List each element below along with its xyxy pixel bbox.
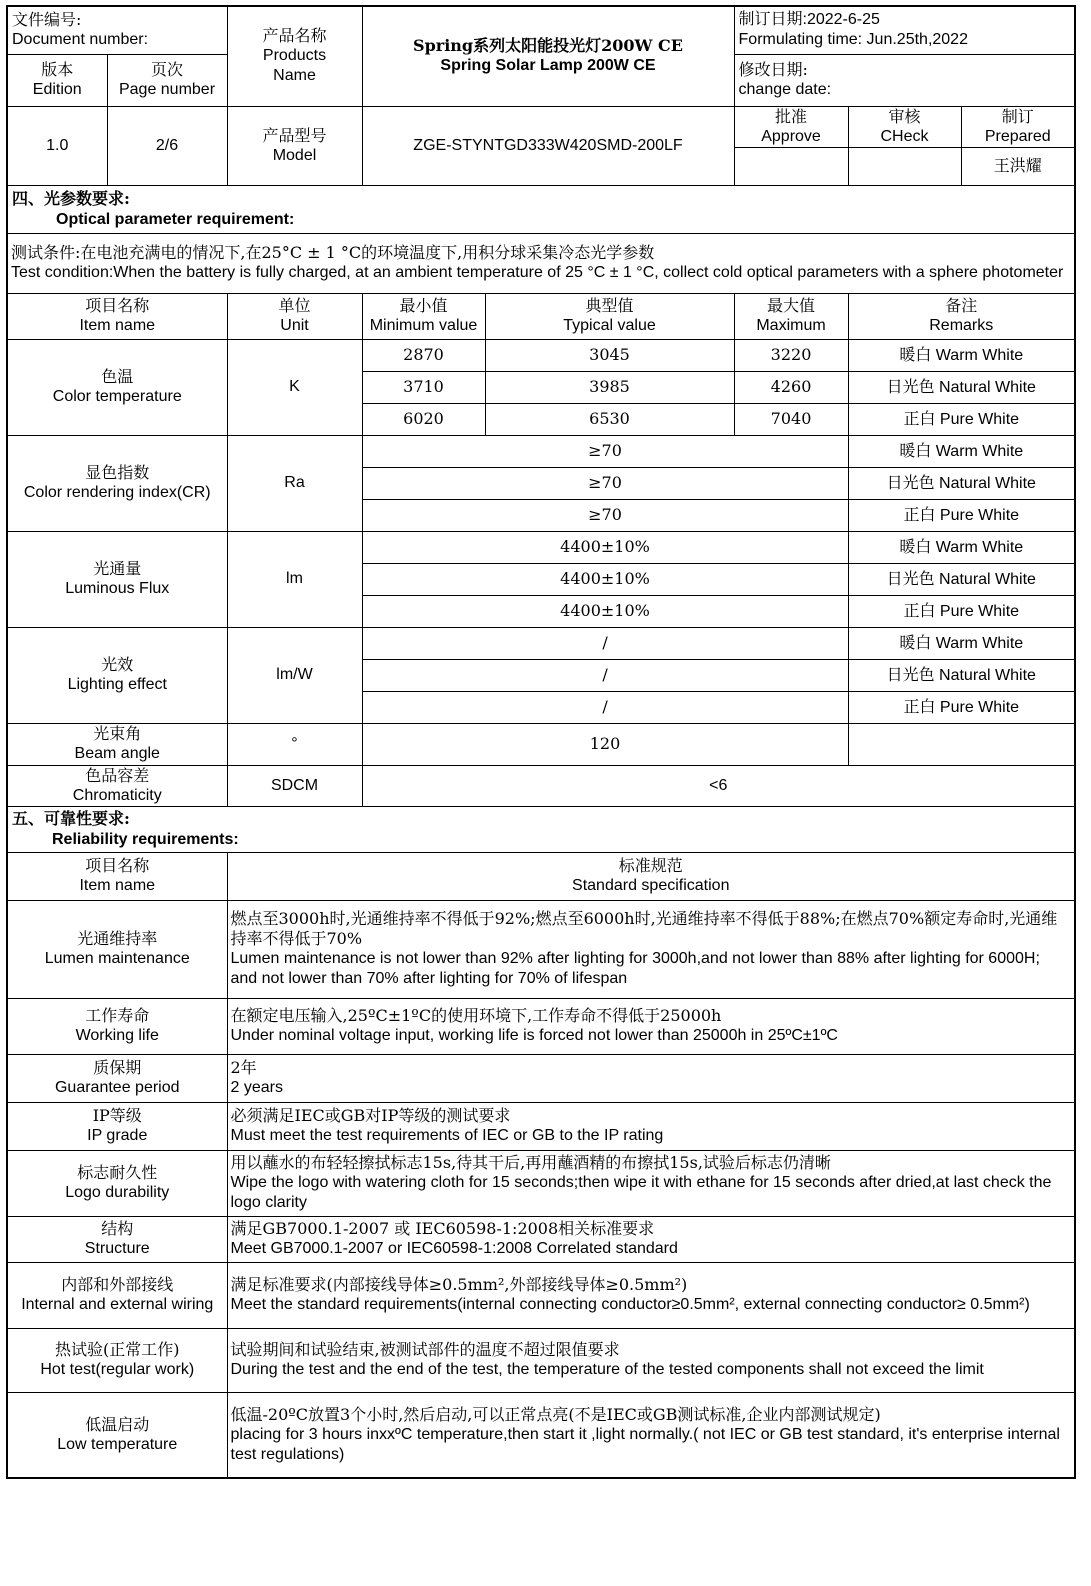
remark-cn: 暖白	[899, 344, 932, 364]
remark-en: Pure White	[935, 698, 1020, 716]
beam-en: Beam angle	[74, 745, 160, 762]
test-condition-cn: 测试条件:在电池充满电的情况下,在25°C ± 1 °C的环境温度下,用积分球采集冷态光学参数	[11, 243, 655, 262]
check-label	[848, 106, 961, 147]
flux-unit: lm	[227, 531, 362, 627]
rel-col-standard-cn: 标准规范	[618, 856, 683, 875]
table-cell: /	[362, 691, 848, 723]
col-min-cn: 最小值	[399, 296, 448, 315]
doc-number-label-cn: 文件编号:	[12, 10, 82, 30]
rel-item-label	[7, 1150, 227, 1216]
rel-item-en: Guarantee period	[54, 1079, 180, 1096]
spec-table	[6, 5, 1076, 1479]
remark-cn: 日光色	[886, 472, 935, 492]
sdcm-label	[7, 765, 227, 806]
efficacy-unit: lm/W	[227, 627, 362, 723]
sdcm-unit: SDCM	[227, 765, 362, 806]
rel-standard-en: Must meet the test requirements of IEC or GB to the IP rating	[230, 1127, 664, 1144]
rel-item-en: Lumen maintenance	[44, 950, 190, 967]
rel-standard-en: 2 years	[230, 1079, 283, 1096]
rel-item-en: Structure	[84, 1240, 150, 1257]
col-min	[362, 293, 485, 339]
table-cell: 3985	[485, 371, 734, 403]
remark-cn: 正白	[903, 600, 936, 620]
rel-item-label	[7, 1392, 227, 1478]
rel-standard-cn: 用以蘸水的布轻轻擦拭标志15s,待其干后,再用蘸酒精的布擦拭15s,试验后标志仍清晰	[230, 1153, 831, 1172]
reliability-section-title	[7, 806, 1075, 852]
approve-label	[734, 106, 848, 147]
remark-natural	[848, 563, 1075, 595]
rel-standard-en: Wipe the logo with watering cloth for 15 seconds;then wipe it with ethane for 15 seconds after dried,at last check the logo clarity	[230, 1174, 1052, 1211]
prepared-en: Prepared	[984, 127, 1051, 145]
rel-item-label	[7, 1102, 227, 1150]
formulating-cn: 制订日期:2022-6-25	[738, 11, 880, 29]
rel-item-en: Logo durability	[65, 1184, 170, 1201]
efficacy-en: Lighting effect	[67, 676, 167, 693]
optical-section-en: Optical parameter requirement:	[56, 211, 295, 228]
rel-col-item-en: Item name	[79, 877, 156, 894]
rel-item-label	[7, 1054, 227, 1102]
rel-item-en: Internal and external wiring	[21, 1296, 214, 1313]
doc-number-label-en: Document number:	[12, 31, 149, 49]
rel-item-label	[7, 998, 227, 1054]
table-cell: ≥70	[362, 467, 848, 499]
table-cell: /	[362, 659, 848, 691]
col-unit-en: Unit	[280, 317, 309, 334]
change-en: change date:	[738, 81, 832, 98]
rel-item-en: IP grade	[87, 1127, 148, 1144]
model-value: ZGE-STYNTGD333W420SMD-200LF	[362, 106, 734, 185]
rel-standard-cn: 低温-20ºC放置3个小时,然后启动,可以正常点亮(不是IEC或GB测试标准,企业内部测试规定)	[230, 1404, 881, 1424]
rel-item-standard	[227, 1054, 1075, 1102]
remark-en: Warm White	[931, 634, 1024, 652]
rel-standard-cn: 在额定电压输入,25ºC±1ºC的使用环境下,工作寿命不得低于25000h	[230, 1006, 722, 1025]
col-min-en: Minimum value	[369, 317, 478, 334]
col-typ	[485, 293, 734, 339]
remark-en: Warm White	[931, 538, 1024, 556]
table-cell: 4400±10%	[362, 595, 848, 627]
color-temp-cn: 色温	[101, 367, 134, 386]
col-item-name	[7, 293, 227, 339]
remark-en: Natural White	[934, 666, 1036, 684]
rel-col-item	[7, 852, 227, 900]
remark-en: Warm White	[931, 346, 1024, 364]
remark-natural	[848, 659, 1075, 691]
beam-value: 120	[362, 723, 848, 765]
cri-unit: Ra	[227, 435, 362, 531]
col-typ-cn: 典型值	[585, 296, 634, 315]
remark-pure	[848, 403, 1075, 435]
product-name-en2: Name	[273, 67, 316, 85]
remark-cn: 正白	[903, 696, 936, 716]
rel-item-en: Low temperature	[57, 1435, 178, 1453]
optical-section-title	[7, 185, 1075, 233]
remark-en: Natural White	[934, 378, 1036, 396]
rel-item-cn: 低温启动	[85, 1414, 150, 1434]
table-cell: 7040	[734, 403, 848, 435]
rel-item-cn: 内部和外部接线	[61, 1275, 174, 1294]
rel-standard-en: Under nominal voltage input, working life is forced not lower than 25000h in 25ºC±1ºC	[230, 1027, 838, 1044]
flux-label	[7, 531, 227, 627]
check-en: CHeck	[880, 127, 929, 145]
page-cn: 页次	[150, 60, 183, 79]
approve-cn: 批准	[775, 106, 808, 126]
color-temp-unit: K	[227, 339, 362, 435]
rel-standard-en: Meet GB7000.1-2007 or IEC60598-1:2008 Correlated standard	[230, 1240, 678, 1257]
table-cell: 2870	[362, 339, 485, 371]
rel-item-en: Working life	[75, 1027, 159, 1044]
col-item-en: Item name	[79, 317, 156, 334]
rel-item-cn: 标志耐久性	[77, 1163, 158, 1182]
flux-cn: 光通量	[93, 559, 142, 578]
formulating-en: Formulating time: Jun.25th,2022	[738, 31, 968, 49]
table-cell: 3710	[362, 371, 485, 403]
table-cell: ≥70	[362, 499, 848, 531]
col-max-cn: 最大值	[767, 296, 816, 315]
rel-col-standard-en: Standard specification	[572, 877, 730, 894]
remark-cn: 暖白	[899, 536, 932, 556]
prepared-cn: 制订	[1001, 106, 1034, 126]
rel-item-label	[7, 1216, 227, 1262]
table-cell: 4400±10%	[362, 531, 848, 563]
remark-en: Pure White	[935, 506, 1020, 524]
rel-item-standard	[227, 900, 1075, 998]
document-title	[362, 6, 734, 106]
flux-en: Luminous Flux	[65, 580, 170, 597]
table-cell: 4400±10%	[362, 563, 848, 595]
remark-warm	[848, 435, 1075, 467]
edition-label	[7, 54, 107, 106]
rel-item-label	[7, 1328, 227, 1392]
efficacy-label	[7, 627, 227, 723]
remark-natural	[848, 467, 1075, 499]
test-condition	[7, 233, 1075, 293]
beam-unit: °	[227, 723, 362, 765]
beam-label	[7, 723, 227, 765]
edition-en: Edition	[32, 81, 82, 98]
efficacy-cn: 光效	[101, 655, 134, 674]
rel-col-standard	[227, 852, 1075, 900]
model-label	[227, 106, 362, 185]
remark-cn: 正白	[903, 408, 936, 428]
remark-en: Warm White	[931, 442, 1024, 460]
rel-standard-cn: 满足GB7000.1-2007 或 IEC60598-1:2008相关标准要求	[230, 1219, 655, 1238]
sdcm-cn: 色品容差	[85, 765, 150, 785]
color-temp-en: Color temperature	[52, 388, 182, 405]
rel-item-en: Hot test(regular work)	[40, 1361, 195, 1378]
remark-pure	[848, 499, 1075, 531]
rel-standard-cn: 燃点至3000h时,光通维持率不得低于92%;燃点至6000h时,光通维持率不得低于88%;在燃点70%额定寿命时,光通维持率不得低于70%	[230, 909, 1058, 948]
remark-cn: 日光色	[886, 568, 935, 588]
cri-cn: 显色指数	[85, 463, 150, 482]
remark-cn: 正白	[903, 504, 936, 524]
product-name-en1: Products	[262, 47, 327, 65]
col-remarks-en: Remarks	[929, 317, 994, 334]
table-cell: ≥70	[362, 435, 848, 467]
rel-standard-cn: 试验期间和试验结束,被测试部件的温度不超过限值要求	[230, 1340, 620, 1359]
prepared-name: 王洪耀	[961, 147, 1075, 185]
table-cell: 3220	[734, 339, 848, 371]
remark-cn: 日光色	[886, 664, 935, 684]
table-cell: 6530	[485, 403, 734, 435]
table-cell: 6020	[362, 403, 485, 435]
rel-item-standard	[227, 1392, 1075, 1478]
page-value: 2/6	[107, 106, 227, 185]
spec-document	[6, 5, 1074, 1479]
remark-warm	[848, 339, 1075, 371]
change-date	[734, 54, 1075, 106]
table-cell: /	[362, 627, 848, 659]
change-cn: 修改日期:	[738, 60, 808, 79]
edition-value: 1.0	[7, 106, 107, 185]
remark-warm	[848, 627, 1075, 659]
col-remarks	[848, 293, 1075, 339]
remark-cn: 日光色	[886, 376, 935, 396]
remark-en: Natural White	[934, 570, 1036, 588]
test-condition-en: Test condition:When the battery is fully charged, at an ambient temperature of 25 °C ± 1 °C, collect cold optical parameters with a sphere photometer	[11, 264, 1064, 281]
remark-cn: 暖白	[899, 440, 932, 460]
cri-en: Color rendering index(CR)	[23, 484, 211, 501]
col-item-cn: 项目名称	[85, 296, 150, 315]
product-name-label	[227, 6, 362, 106]
sdcm-en: Chromaticity	[72, 786, 162, 804]
check-signature	[848, 147, 961, 185]
model-cn: 产品型号	[262, 125, 327, 145]
col-unit	[227, 293, 362, 339]
rel-standard-cn: 必须满足IEC或GB对IP等级的测试要求	[230, 1106, 511, 1125]
rel-item-cn: 光通维持率	[77, 929, 158, 948]
edition-cn: 版本	[41, 60, 74, 79]
rel-item-standard	[227, 1216, 1075, 1262]
remark-pure	[848, 691, 1075, 723]
product-name-cn: 产品名称	[262, 26, 327, 46]
rel-item-cn: IP等级	[92, 1106, 142, 1125]
check-cn: 审核	[888, 106, 921, 126]
title-en: Spring Solar Lamp 200W CE	[440, 57, 656, 75]
remark-en: Pure White	[935, 410, 1020, 428]
remark-pure	[848, 595, 1075, 627]
rel-standard-cn: 满足标准要求(内部接线导体≥0.5mm²,外部接线导体≥0.5mm²)	[230, 1275, 688, 1294]
title-cn: Spring系列太阳能投光灯200W CE	[413, 36, 683, 56]
beam-remark	[848, 723, 1075, 765]
rel-standard-en: Meet the standard requirements(internal connecting conductor≥0.5mm², external connecting conductor≥ 0.5mm²)	[230, 1296, 1030, 1313]
table-cell: 4260	[734, 371, 848, 403]
rel-item-standard	[227, 1262, 1075, 1328]
rel-item-label	[7, 900, 227, 998]
formulating-date	[734, 6, 1075, 54]
prepared-label	[961, 106, 1075, 147]
rel-item-standard	[227, 1150, 1075, 1216]
col-unit-cn: 单位	[278, 296, 311, 315]
col-max-en: Maximum	[756, 317, 826, 334]
page-en: Page number	[118, 81, 216, 98]
rel-item-standard	[227, 998, 1075, 1054]
rel-item-cn: 结构	[101, 1219, 134, 1238]
rel-standard-en: Lumen maintenance is not lower than 92% after lighting for 3000h,and not lower than 88% after lighting for 6000H; and not lower than 70% after lighting for 70% of lifespan	[230, 950, 1040, 987]
model-en: Model	[272, 146, 317, 164]
rel-standard-cn: 2年	[230, 1058, 257, 1077]
rel-item-cn: 工作寿命	[85, 1006, 150, 1025]
reliability-section-en: Reliability requirements:	[52, 831, 239, 848]
remark-warm	[848, 531, 1075, 563]
rel-item-label	[7, 1262, 227, 1328]
table-cell: 3045	[485, 339, 734, 371]
approve-en: Approve	[761, 127, 821, 145]
doc-number-cell	[7, 6, 227, 54]
col-max	[734, 293, 848, 339]
beam-cn: 光束角	[93, 724, 142, 743]
rel-item-standard	[227, 1102, 1075, 1150]
remark-en: Pure White	[935, 602, 1020, 620]
rel-item-cn: 质保期	[93, 1058, 142, 1077]
rel-standard-en: placing for 3 hours inxxºC temperature,then start it ,light normally.( not IEC or GB test standard, it's enterprise internal test regulations)	[230, 1425, 1060, 1463]
rel-item-standard	[227, 1328, 1075, 1392]
rel-col-item-cn: 项目名称	[85, 856, 150, 875]
color-temp-label	[7, 339, 227, 435]
col-remarks-cn: 备注	[945, 296, 978, 315]
cri-label	[7, 435, 227, 531]
remark-en: Natural White	[934, 474, 1036, 492]
rel-standard-en: During the test and the end of the test, the temperature of the tested components shall not exceed the limit	[230, 1361, 984, 1378]
page-number-label	[107, 54, 227, 106]
optical-section-cn: 四、光参数要求:	[12, 189, 130, 208]
reliability-section-cn: 五、可靠性要求:	[12, 809, 130, 828]
remark-natural	[848, 371, 1075, 403]
rel-item-cn: 热试验(正常工作)	[55, 1340, 180, 1359]
remark-cn: 暖白	[899, 632, 932, 652]
col-typ-en: Typical value	[563, 317, 656, 334]
sdcm-value: <6	[362, 765, 1075, 806]
approve-signature	[734, 147, 848, 185]
